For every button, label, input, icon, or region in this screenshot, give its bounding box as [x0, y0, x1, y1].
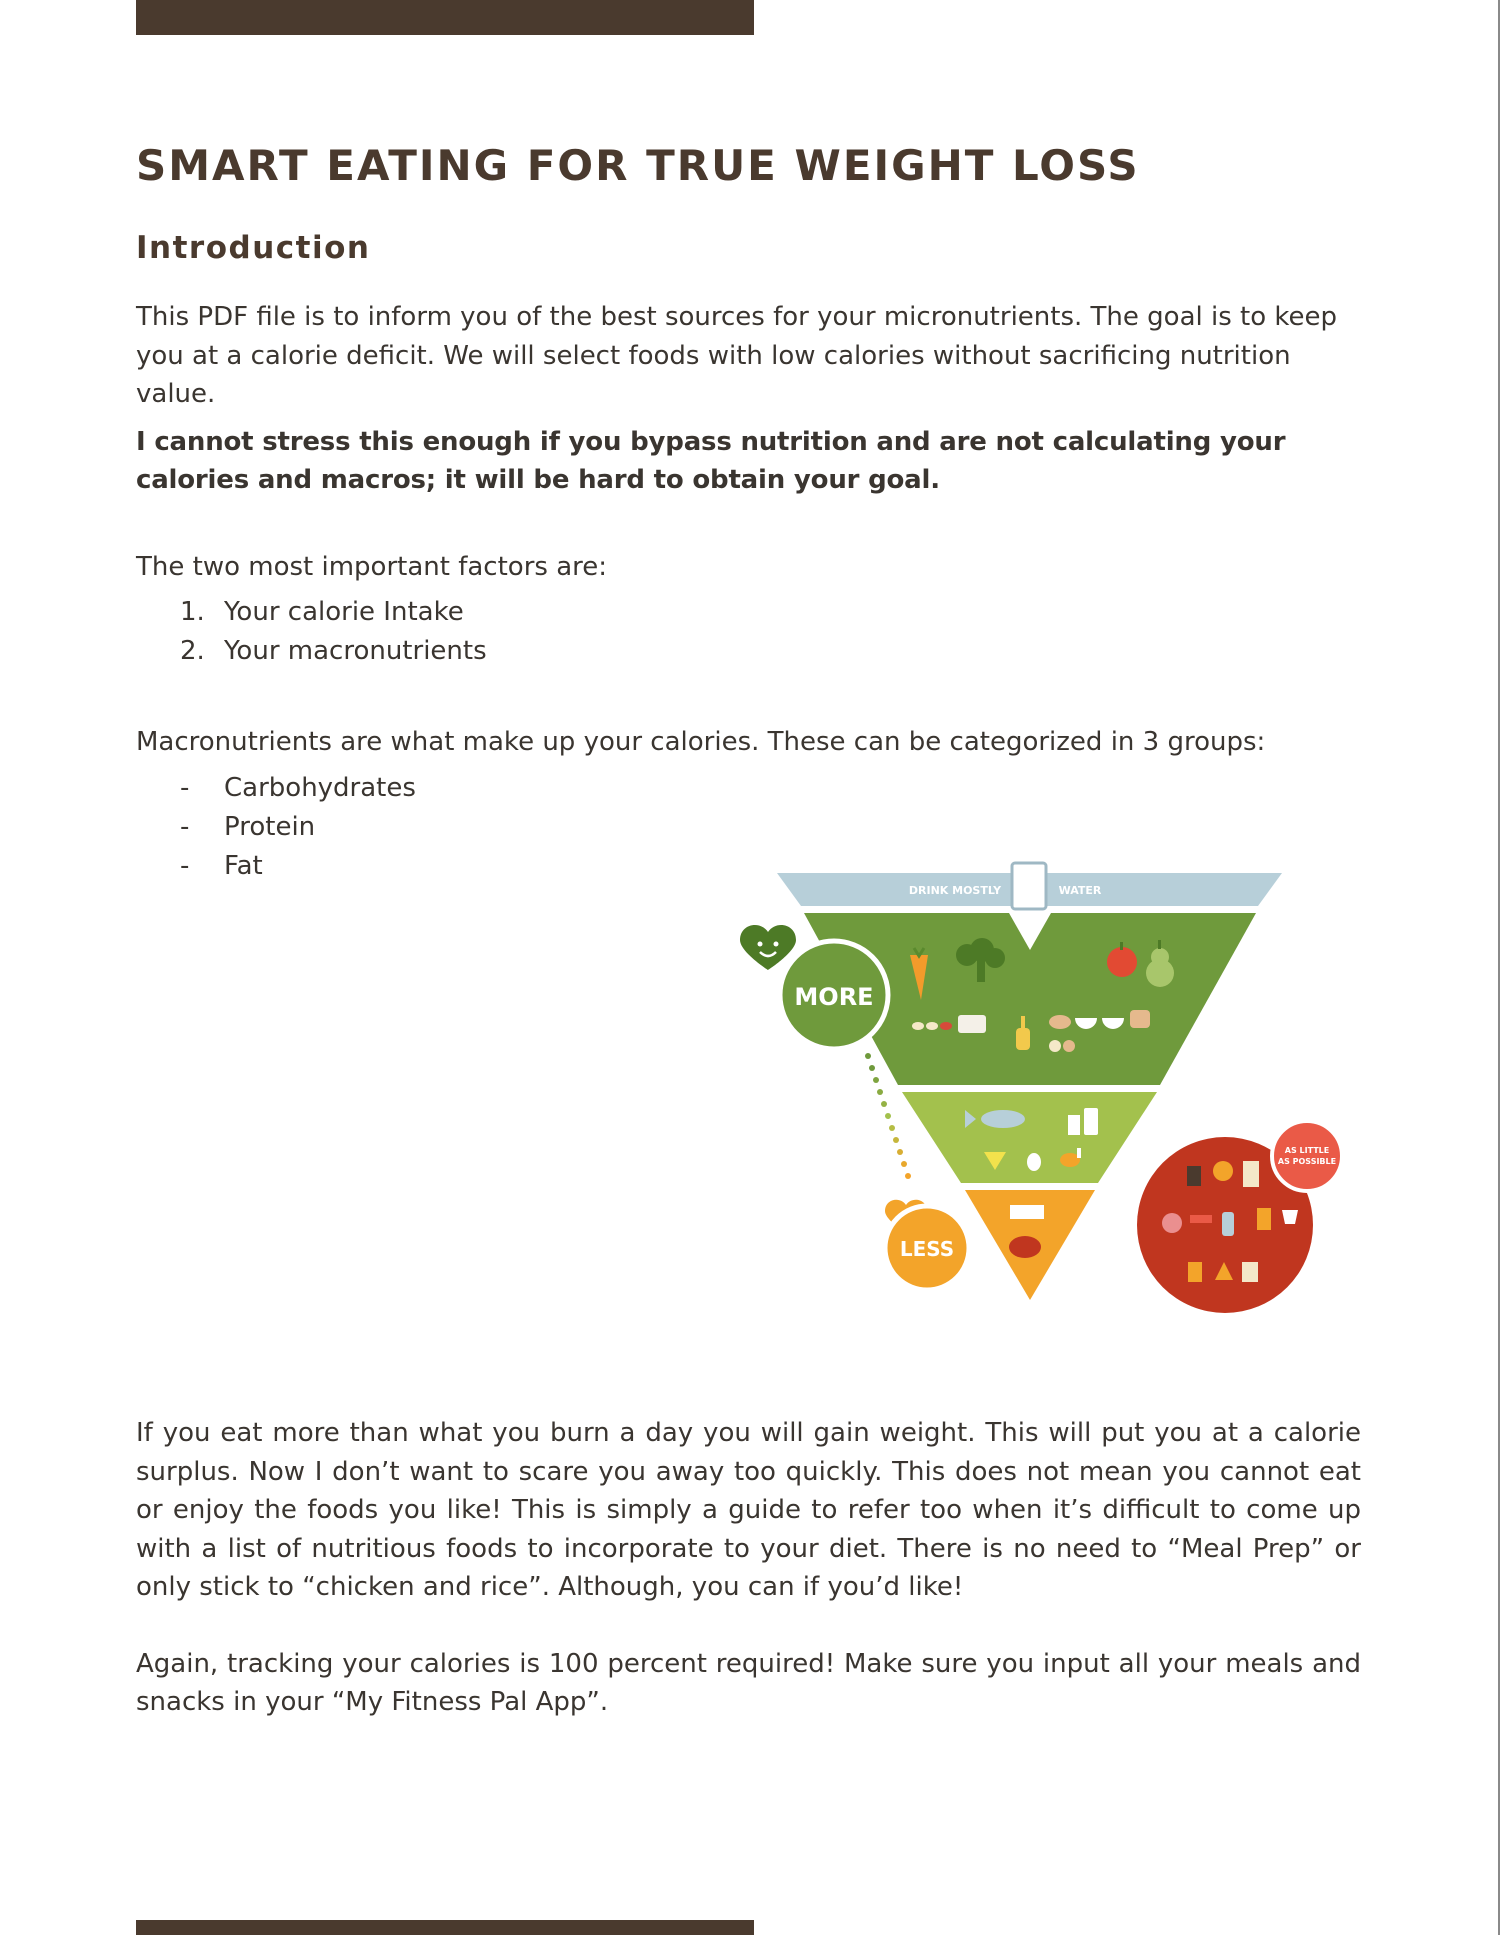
food-pyramid-graphic	[720, 860, 1350, 1320]
section-heading: Introduction	[136, 230, 371, 266]
butter-icon	[1010, 1205, 1044, 1219]
tracking-paragraph: Again, tracking your calories is 100 percent required! Make sure you input all your meals and snacks in your “My Fitness Pal App”.	[136, 1648, 1361, 1717]
list-marker: 1.	[180, 597, 205, 627]
list-item	[136, 808, 1361, 847]
list-item	[136, 593, 1361, 632]
list-marker: -	[180, 811, 190, 842]
more-label: MORE	[794, 983, 874, 1011]
factors-lead: The two most important factors are:	[136, 551, 607, 582]
avoid-label-line2: AS POSSIBLE	[1277, 1157, 1337, 1166]
document-title: SMART EATING FOR TRUE WEIGHT LOSS	[136, 141, 1140, 190]
egg-icon	[1027, 1153, 1041, 1171]
document-closing	[136, 1414, 1361, 1722]
less-label: LESS	[899, 1237, 955, 1261]
list-item-text: Protein	[224, 811, 316, 842]
avoid-badge	[1272, 1121, 1342, 1191]
macros-lead: Macronutrients are what make up your calories. These can be categorized in 3 groups:	[136, 727, 1266, 757]
intro-paragraph: This PDF file is to inform you of the best sources for your micronutrients. The goal is to keep you at a calorie deficit. We will select foods with low calories without sacrificing nutrition value.	[136, 302, 1338, 409]
list-item-text: Your calorie Intake	[224, 597, 464, 627]
food-pyramid-infographic	[720, 860, 1350, 1320]
factors-list	[136, 593, 1361, 671]
water-label-right: WATER	[1058, 884, 1102, 897]
surplus-paragraph: If you eat more than what you burn a day you will gain weight. This will put you at a calorie surplus. Now I don’t want to scare you away too quickly. This does not mean you cannot eat or enjoy the foods you like! This is simply a guide to refer too when it’s difficult to come up with a list of nutritious foods to incorporate to your diet. There is no need to “Meal Prep” or only stick to “chicken and rice”. Although, you can if you’d like!	[136, 1418, 1361, 1602]
pyramid-middle-tier	[902, 1092, 1157, 1183]
list-marker: -	[180, 772, 190, 803]
water-label-left: DRINK MOSTLY	[908, 884, 1002, 897]
list-item-text: Carbohydrates	[224, 772, 416, 803]
list-item	[136, 632, 1361, 671]
tofu-icon	[958, 1015, 986, 1033]
red-meat-icon	[1009, 1236, 1041, 1258]
list-item	[136, 769, 1361, 808]
beans-icon	[912, 1022, 952, 1030]
header-decorative-bar	[136, 0, 754, 35]
list-marker: -	[180, 850, 190, 881]
avoid-label-line1: AS LITTLE	[1284, 1146, 1330, 1155]
list-marker: 2.	[180, 636, 205, 666]
list-item-text: Fat	[224, 850, 263, 881]
footer-decorative-bar	[136, 1920, 754, 1935]
emphasis-paragraph: I cannot stress this enough if you bypass nutrition and are not calculating your calories and macros; it will be hard to obtain your goal.	[136, 426, 1286, 495]
water-glass-icon	[1012, 863, 1046, 909]
list-item-text: Your macronutrients	[224, 636, 487, 666]
document-body	[136, 140, 1361, 886]
